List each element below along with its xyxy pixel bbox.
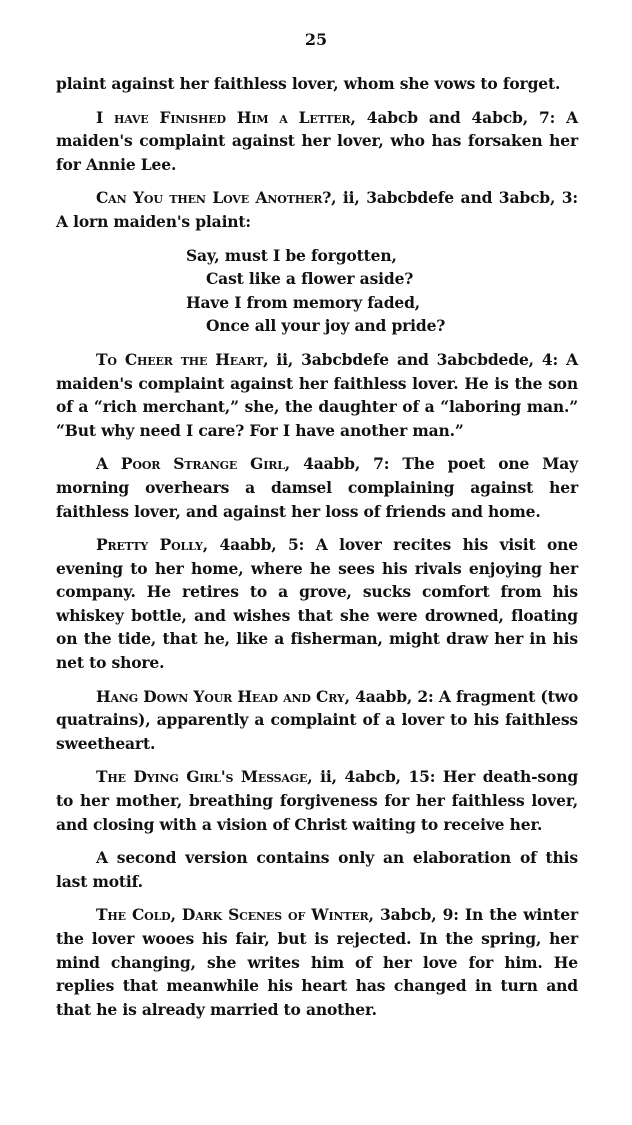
verse-line: Say, must I be forgotten, [186, 245, 397, 265]
entry-body: ii, 3abcbdefe and 3abcbdede, 4: A maiden's complaint against her faithless lover. He is the son of a “rich merchant,” she, the daughter of a “laboring man.” “But why need I care? For I have another man.” [56, 349, 578, 440]
entry-paragraph [56, 72, 578, 96]
text-body [56, 72, 578, 1031]
entry-title: A Poor Strange Girl, [96, 454, 291, 474]
verse-line: Cast like a flower aside? [206, 269, 414, 289]
entry-body: plaint against her faithless lover, whom she vows to forget. [56, 74, 561, 93]
entry-title: Can You then Love Another?, [96, 188, 337, 208]
entry-body: 3abcb, 9: In the winter the lover wooes his fair, but is rejected. In the spring, her mind changing, she writes him of her love for him. He replies that meanwhile his heart has changed in turn and that he is already married to another. [56, 905, 578, 1019]
entry-paragraph [56, 765, 578, 836]
entry-title: I have Finished Him a Letter, [96, 107, 356, 127]
verse-line: Once all your joy and pride? [206, 316, 446, 336]
page-number: 25 [304, 30, 328, 49]
entry-title: The Dying Girl's Message, [96, 767, 313, 787]
verse-quotation [186, 244, 578, 338]
entry-paragraph [56, 348, 578, 442]
entry-body: ii, 4abcb, 15: Her death-song to her mother, breathing forgiveness for her faithless lover, and closing with a vision of Christ waiting to receive her. [56, 767, 579, 834]
entry-title: The Cold, Dark Scenes of Winter, [96, 905, 374, 925]
verse-line: Have I from memory faded, [186, 292, 421, 312]
entry-body: 4aabb, 2: A fragment (two quatrains), apparently a complaint of a lover to his faithless sweetheart. [56, 686, 579, 753]
entry-paragraph [56, 106, 578, 177]
entry-body: 4abcb and 4abcb, 7: A maiden's complaint against her lover, who has forsaken her for Annie Lee. [56, 107, 578, 174]
entry-paragraph [56, 685, 578, 756]
entry-body: 4aabb, 7: The poet one May morning overhears a damsel complaining against her faithless lover, and against her loss of friends and home. [56, 454, 578, 521]
entry-body: ii, 3abcbdefe and 3abcb, 3: A lorn maiden's plaint: [56, 188, 578, 231]
entry-title: Pretty Polly, [96, 535, 208, 555]
entry-paragraph [56, 846, 578, 893]
entry-body: A second version contains only an elaboration of this last motif. [56, 848, 578, 891]
entry-title: Hang Down Your Head and Cry, [96, 686, 350, 706]
entry-paragraph [56, 533, 578, 675]
entry-paragraph [56, 903, 578, 1021]
entry-paragraph [56, 186, 578, 233]
entry-title: To Cheer the Heart, [96, 349, 269, 369]
entry-paragraph [56, 452, 578, 523]
entry-body: 4aabb, 5: A lover recites his visit one evening to her home, where he sees his rivals enjoying her company. He retires to a grove, sucks comfort from his whiskey bottle, and wishes that she were drowned, floating on the tide, that he, like a fisherman, might draw her in his net to shore. [56, 535, 578, 673]
